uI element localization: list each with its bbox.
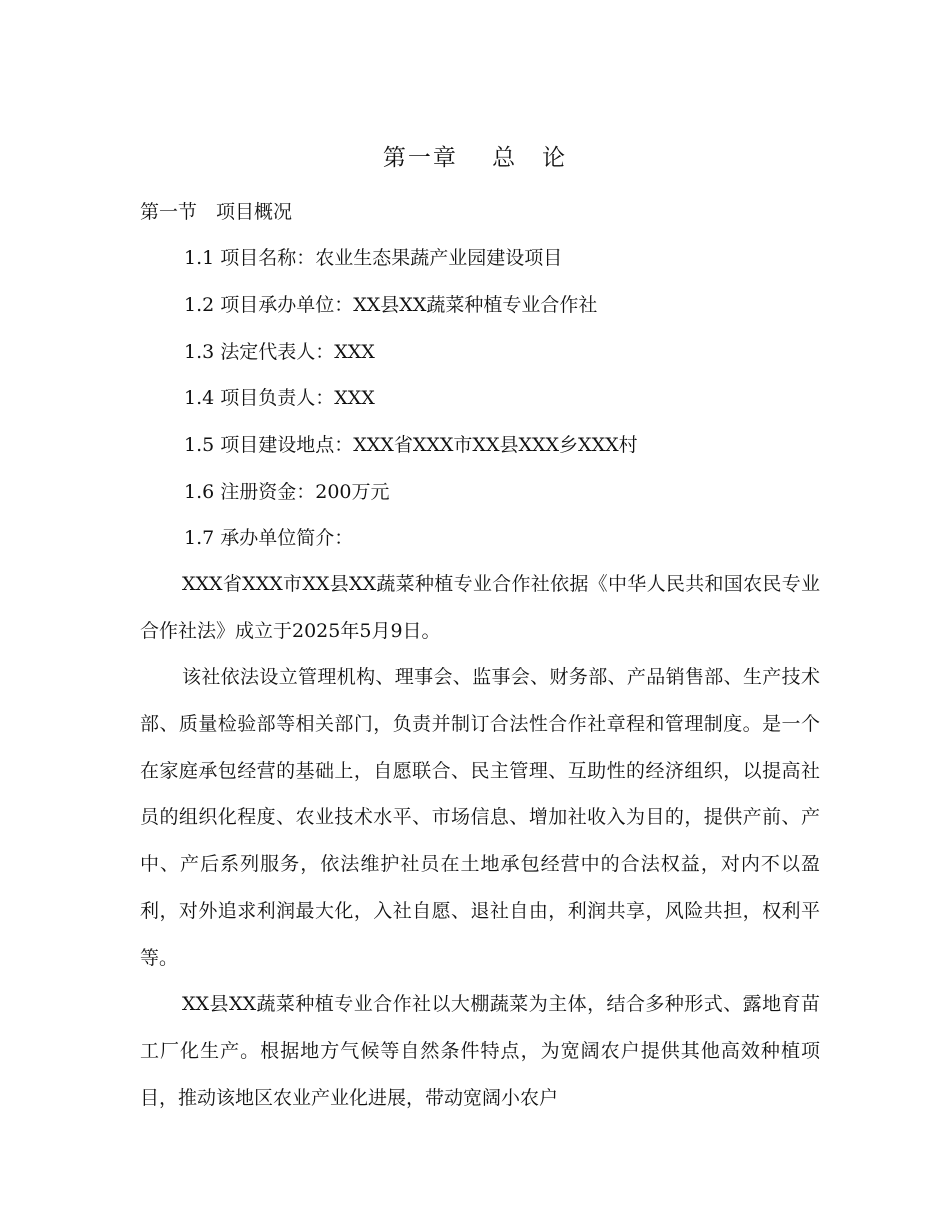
item-unit-introduction: 1.7 承办单位简介： bbox=[184, 527, 354, 549]
section-title: 第一节 项目概况 bbox=[140, 201, 293, 223]
paragraph-founding: XXX省XXX市XX县XX蔬菜种植专业合作社依据《中华人民共和国农民专业合作社法》成立于2025年5月9日。 bbox=[140, 573, 820, 642]
item-legal-representative: 1.3 法定代表人：XXX bbox=[184, 341, 375, 363]
paragraph-organization: 该社依法设立管理机构、理事会、监事会、财务部、产品销售部、生产技术部、质量检验部等相关部门，负责并制订合法性合作社章程和管理制度。是一个在家庭承包经营的基础上，自愿联合、民主管理、互助性的经济组织，以提高社员的组织化程度、农业技术水平、市场信息、增加社收入为目的，提供产前、产中、产后系列服务，依法维护社员在土地承包经营中的合法权益，对内不以盈利，对外追求利润最大化，入社自愿、退社自由，利润共享，风险共担，权利平等。 bbox=[140, 666, 820, 969]
chapter-title: 第一章 总 论 bbox=[382, 145, 568, 171]
item-registered-capital: 1.6 注册资金：200万元 bbox=[184, 481, 390, 503]
paragraph-business: XX县XX蔬菜种植专业合作社以大棚蔬菜为主体，结合多种形式、露地育苗工厂化生产。根据地方气候等自然条件特点，为宽阔农户提供其他高效种植项目，推动该地区农业产业化进展，带动宽阔小农户 bbox=[140, 993, 820, 1109]
item-project-name: 1.1 项目名称：农业生态果蔬产业园建设项目 bbox=[184, 247, 563, 269]
item-undertaking-unit: 1.2 项目承办单位：XX县XX蔬菜种植专业合作社 bbox=[184, 294, 598, 316]
item-project-leader: 1.4 项目负责人：XXX bbox=[184, 387, 375, 409]
item-construction-site: 1.5 项目建设地点：XXX省XXX市XX县XXX乡XXX村 bbox=[184, 434, 638, 456]
